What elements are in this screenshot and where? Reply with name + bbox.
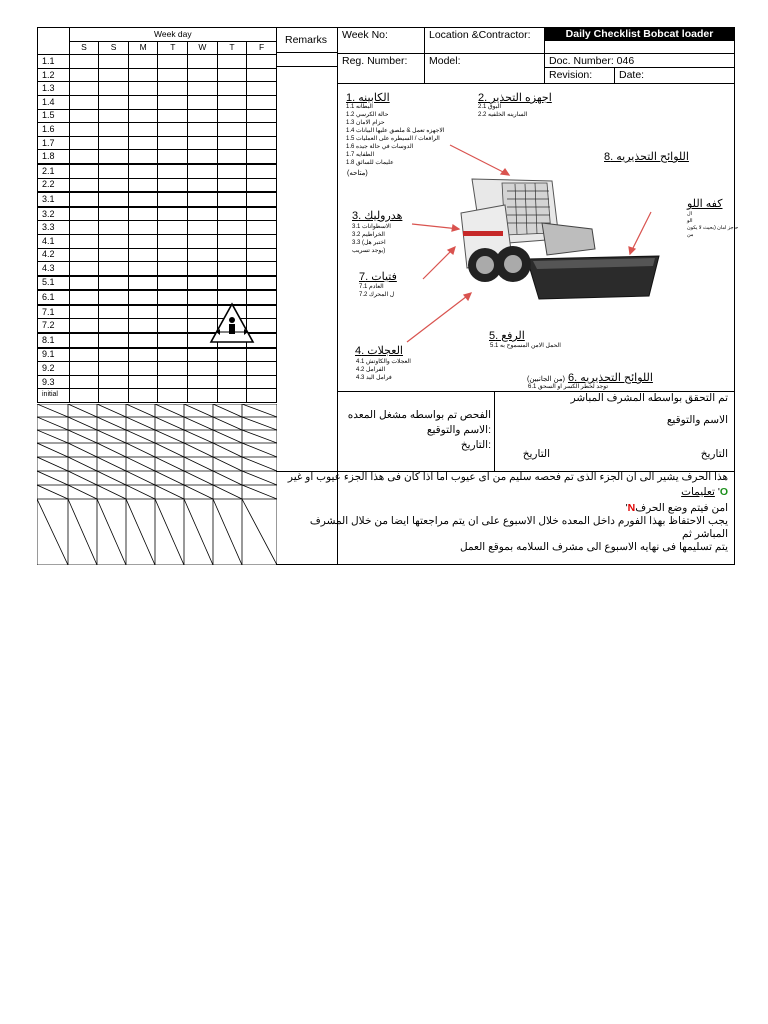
check-cell[interactable] bbox=[69, 305, 99, 319]
note-line-5: يتم تسليمها فى نهايه الاسبوع الى مشرف السلامه بموقع العمل bbox=[460, 541, 728, 553]
row-label: 1.4 bbox=[38, 95, 70, 109]
day-header: W bbox=[188, 41, 218, 55]
day-header: S bbox=[99, 41, 129, 55]
check-cell[interactable] bbox=[247, 136, 277, 150]
check-cell[interactable] bbox=[188, 276, 218, 291]
check-cell[interactable] bbox=[247, 95, 277, 109]
check-cell[interactable] bbox=[217, 221, 247, 235]
check-cell[interactable] bbox=[158, 389, 188, 403]
check-cell[interactable] bbox=[247, 234, 277, 248]
check-cell[interactable] bbox=[99, 95, 129, 109]
table-row bbox=[38, 362, 277, 376]
check-cell[interactable] bbox=[158, 123, 188, 137]
check-cell[interactable] bbox=[128, 362, 158, 376]
check-cell[interactable] bbox=[69, 95, 99, 109]
row-label: 3.2 bbox=[38, 207, 70, 221]
check-cell[interactable] bbox=[217, 68, 247, 82]
check-cell[interactable] bbox=[128, 178, 158, 192]
section-1-items: 1.1 البطانه 1.2 حالة الكرسي 1.3 حزام الامان 1.4 الاجهزه تعمل & ملصق عليها البيانات 1.5 الرافعات / السيطره على العمليات 1.6 الدوسات في حالة جيده 1.7 الطفايه 1.8 عليمات للسائق bbox=[346, 104, 445, 166]
row-label: 5.1 bbox=[38, 276, 70, 291]
day-header: T bbox=[217, 41, 247, 55]
check-cell[interactable] bbox=[128, 123, 158, 137]
table-row bbox=[38, 348, 277, 362]
check-cell[interactable] bbox=[128, 221, 158, 235]
check-cell[interactable] bbox=[188, 375, 218, 389]
check-cell[interactable] bbox=[69, 333, 99, 348]
check-cell[interactable] bbox=[158, 192, 188, 207]
table-row bbox=[38, 221, 277, 235]
table-row bbox=[38, 262, 277, 276]
check-cell[interactable] bbox=[158, 150, 188, 164]
check-cell[interactable] bbox=[128, 248, 158, 262]
check-cell[interactable] bbox=[247, 192, 277, 207]
row-label: 9.3 bbox=[38, 375, 70, 389]
check-cell[interactable] bbox=[158, 333, 188, 348]
check-cell[interactable] bbox=[158, 207, 188, 221]
check-cell[interactable] bbox=[99, 389, 129, 403]
check-cell[interactable] bbox=[217, 276, 247, 291]
check-cell[interactable] bbox=[99, 305, 129, 319]
check-cell[interactable] bbox=[128, 136, 158, 150]
check-cell[interactable] bbox=[247, 82, 277, 96]
check-cell[interactable] bbox=[158, 262, 188, 276]
check-cell[interactable] bbox=[69, 192, 99, 207]
row-label: 2.1 bbox=[38, 164, 70, 178]
operator-name-signature[interactable]: :الاسم والتوقيع bbox=[426, 424, 491, 436]
check-cell[interactable] bbox=[247, 221, 277, 235]
check-cell[interactable] bbox=[99, 262, 129, 276]
check-cell[interactable] bbox=[188, 389, 218, 403]
check-cell[interactable] bbox=[188, 123, 218, 137]
section-5-items: 5.1 الحمل الامن المسموح به bbox=[490, 343, 561, 349]
check-cell[interactable] bbox=[188, 234, 218, 248]
remarks-header: Remarks bbox=[285, 34, 328, 46]
check-cell[interactable] bbox=[69, 248, 99, 262]
table-row bbox=[38, 55, 277, 69]
row-label: 7.2 bbox=[38, 319, 70, 333]
section-1-title: الكابينه .1 bbox=[346, 92, 390, 104]
check-cell[interactable] bbox=[247, 389, 277, 403]
check-cell[interactable] bbox=[99, 348, 129, 362]
check-cell[interactable] bbox=[69, 262, 99, 276]
check-cell[interactable] bbox=[188, 164, 218, 178]
check-cell[interactable] bbox=[128, 55, 158, 69]
check-cell[interactable] bbox=[217, 55, 247, 69]
check-cell[interactable] bbox=[217, 109, 247, 123]
check-cell[interactable] bbox=[128, 389, 158, 403]
check-cell[interactable] bbox=[188, 82, 218, 96]
check-cell[interactable] bbox=[188, 221, 218, 235]
check-cell[interactable] bbox=[217, 234, 247, 248]
table-row bbox=[38, 207, 277, 221]
check-cell[interactable] bbox=[128, 68, 158, 82]
o-letter: O bbox=[719, 486, 728, 498]
location-field[interactable]: Location &Contractor: bbox=[424, 27, 545, 54]
section-3-items: 3.1 الاسطوانات 3.2 الخراطيم 3.3 (اختبر هل يوجد تسريب) bbox=[352, 224, 391, 254]
row-label: 1.1 bbox=[38, 55, 70, 69]
n-letter: N bbox=[627, 502, 636, 514]
check-cell[interactable] bbox=[247, 375, 277, 389]
check-cell[interactable] bbox=[69, 178, 99, 192]
check-cell[interactable] bbox=[128, 82, 158, 96]
row-label: 1.3 bbox=[38, 82, 70, 96]
note-line-4: المباشر ثم bbox=[682, 528, 728, 540]
check-cell[interactable] bbox=[188, 150, 218, 164]
check-cell[interactable] bbox=[99, 362, 129, 376]
check-cell[interactable] bbox=[158, 82, 188, 96]
check-cell[interactable] bbox=[217, 150, 247, 164]
check-cell[interactable] bbox=[188, 178, 218, 192]
table-row bbox=[38, 276, 277, 291]
check-cell[interactable] bbox=[158, 276, 188, 291]
row-label: 9.2 bbox=[38, 362, 70, 376]
check-cell[interactable] bbox=[247, 248, 277, 262]
check-cell[interactable] bbox=[99, 221, 129, 235]
check-cell[interactable] bbox=[247, 123, 277, 137]
check-cell[interactable] bbox=[128, 192, 158, 207]
row-label: 1.8 bbox=[38, 150, 70, 164]
check-cell[interactable] bbox=[128, 262, 158, 276]
section-6-title: اللوائح التحذيريه .6 (من الجانبين) bbox=[527, 372, 653, 384]
note-line-2: امن فيتم وضع الحرفN' bbox=[625, 502, 728, 514]
table-row bbox=[38, 389, 277, 403]
day-header: T bbox=[158, 41, 188, 55]
check-cell[interactable] bbox=[158, 375, 188, 389]
check-cell[interactable] bbox=[99, 319, 129, 333]
check-cell[interactable] bbox=[158, 136, 188, 150]
operator-check-label: الفحص تم بواسطه مشغل المعده bbox=[347, 409, 491, 421]
table-row bbox=[38, 136, 277, 150]
operator-date-2[interactable]: التاريخ bbox=[522, 448, 550, 460]
row-label: 1.5 bbox=[38, 109, 70, 123]
check-cell[interactable] bbox=[158, 95, 188, 109]
warning-sign-icon bbox=[208, 302, 256, 344]
corner-cell bbox=[38, 28, 70, 55]
check-cell[interactable] bbox=[99, 82, 129, 96]
check-cell[interactable] bbox=[188, 248, 218, 262]
check-cell[interactable] bbox=[99, 192, 129, 207]
check-cell[interactable] bbox=[128, 95, 158, 109]
check-cell[interactable] bbox=[128, 276, 158, 291]
row-label: 4.3 bbox=[38, 262, 70, 276]
check-cell[interactable] bbox=[217, 123, 247, 137]
check-cell[interactable] bbox=[128, 109, 158, 123]
row-label: 1.2 bbox=[38, 68, 70, 82]
check-cell[interactable] bbox=[247, 109, 277, 123]
check-cell[interactable] bbox=[158, 68, 188, 82]
check-cell[interactable] bbox=[158, 164, 188, 178]
check-cell[interactable] bbox=[247, 362, 277, 376]
check-cell[interactable] bbox=[128, 290, 158, 305]
check-cell[interactable] bbox=[99, 178, 129, 192]
supervisor-date[interactable]: التاريخ bbox=[700, 448, 728, 460]
check-cell[interactable] bbox=[99, 333, 129, 348]
check-cell[interactable] bbox=[99, 234, 129, 248]
check-cell[interactable] bbox=[158, 305, 188, 319]
check-cell[interactable] bbox=[217, 178, 247, 192]
check-cell[interactable] bbox=[99, 375, 129, 389]
check-cell[interactable] bbox=[217, 207, 247, 221]
note-line-1: هذا الحرف يشير الى ان الجزء الذى تم فحصه سليم من اى عيوب اما اذا كان فى هذا الجزء عيوب او غير bbox=[287, 471, 728, 483]
operator-date[interactable]: :التاريخ bbox=[460, 439, 491, 451]
check-cell[interactable] bbox=[99, 123, 129, 137]
section-2-items: 2.1 البوق 2.2 السارينه الخلفيه bbox=[478, 104, 528, 118]
bobcat-loader-icon bbox=[461, 179, 659, 299]
row-label: 8.1 bbox=[38, 333, 70, 348]
table-row bbox=[38, 82, 277, 96]
check-cell[interactable] bbox=[247, 276, 277, 291]
check-cell[interactable] bbox=[99, 276, 129, 291]
check-cell[interactable] bbox=[99, 164, 129, 178]
check-cell[interactable] bbox=[217, 362, 247, 376]
check-cell[interactable] bbox=[69, 68, 99, 82]
note-line-3: يجب الاحتفاظ بهذا الفورم داخل المعده خلال الاسبوع على ان يتم مراجعتها ايضا من خلال المشرف bbox=[309, 515, 728, 527]
check-cell[interactable] bbox=[69, 55, 99, 69]
check-cell[interactable] bbox=[158, 221, 188, 235]
check-cell[interactable] bbox=[69, 389, 99, 403]
check-cell[interactable] bbox=[217, 375, 247, 389]
row-label: 6.1 bbox=[38, 290, 70, 305]
section-6-items: 6.1 توجد لخطر الكسر او السحق bbox=[528, 384, 609, 390]
table-row bbox=[38, 150, 277, 164]
check-cell[interactable] bbox=[69, 221, 99, 235]
check-cell[interactable] bbox=[188, 348, 218, 362]
check-cell[interactable] bbox=[99, 150, 129, 164]
check-cell[interactable] bbox=[99, 109, 129, 123]
check-cell[interactable] bbox=[69, 362, 99, 376]
section-7-title: فتيات .7 bbox=[359, 271, 397, 283]
instructions-label: تعليمات bbox=[681, 486, 715, 498]
row-label: 4.1 bbox=[38, 234, 70, 248]
check-cell[interactable] bbox=[158, 348, 188, 362]
check-cell[interactable] bbox=[99, 248, 129, 262]
week-day-header: Week day bbox=[69, 28, 276, 42]
hatched-grid bbox=[37, 404, 277, 565]
check-cell[interactable] bbox=[69, 123, 99, 137]
check-cell[interactable] bbox=[69, 319, 99, 333]
check-cell[interactable] bbox=[69, 82, 99, 96]
revision-field[interactable]: Revision: bbox=[544, 67, 615, 84]
instructions-line: O' تعليمات bbox=[681, 486, 728, 498]
check-cell[interactable] bbox=[158, 290, 188, 305]
section-7-items: 7.1 العادم 7.2 ل المحرك bbox=[359, 284, 395, 298]
table-row bbox=[38, 192, 277, 207]
check-cell[interactable] bbox=[217, 262, 247, 276]
table-row bbox=[38, 375, 277, 389]
section-4-title: العجلات .4 bbox=[355, 345, 403, 357]
check-cell[interactable] bbox=[128, 348, 158, 362]
check-cell[interactable] bbox=[69, 348, 99, 362]
check-cell[interactable] bbox=[69, 164, 99, 178]
check-cell[interactable] bbox=[99, 68, 129, 82]
row-label: 1.6 bbox=[38, 123, 70, 137]
check-cell[interactable] bbox=[99, 55, 129, 69]
row-label: 2.2 bbox=[38, 178, 70, 192]
check-cell[interactable] bbox=[247, 150, 277, 164]
section-4-items: 4.1 العجلات والكاوتش 4.2 الفرامل 4.3 فرامل اليد bbox=[356, 359, 411, 381]
section-3-title: هدروليك .3 bbox=[352, 210, 403, 222]
check-cell[interactable] bbox=[99, 136, 129, 150]
check-cell[interactable] bbox=[158, 319, 188, 333]
week-no-field[interactable]: Week No: bbox=[337, 27, 425, 54]
check-cell[interactable] bbox=[69, 207, 99, 221]
table-row bbox=[38, 109, 277, 123]
table-row bbox=[38, 68, 277, 82]
check-cell[interactable] bbox=[188, 207, 218, 221]
date-field[interactable]: Date: bbox=[614, 67, 735, 84]
check-cell[interactable] bbox=[69, 276, 99, 291]
check-cell[interactable] bbox=[217, 82, 247, 96]
check-cell[interactable] bbox=[158, 362, 188, 376]
check-cell[interactable] bbox=[128, 305, 158, 319]
check-cell[interactable] bbox=[247, 262, 277, 276]
supervisor-name-signature[interactable]: الاسم والتوقيع bbox=[666, 414, 728, 426]
doc-number: Doc. Number: 046 bbox=[544, 53, 735, 68]
check-cell[interactable] bbox=[128, 164, 158, 178]
day-header: S bbox=[69, 41, 99, 55]
check-cell[interactable] bbox=[188, 68, 218, 82]
check-cell[interactable] bbox=[128, 150, 158, 164]
table-row bbox=[38, 234, 277, 248]
check-cell[interactable] bbox=[69, 109, 99, 123]
check-cell[interactable] bbox=[158, 234, 188, 248]
check-cell[interactable] bbox=[188, 136, 218, 150]
table-row bbox=[38, 178, 277, 192]
check-cell[interactable] bbox=[99, 290, 129, 305]
supervisor-verify-label: تم التحقق بواسطه المشرف المباشر bbox=[570, 392, 728, 404]
section-5-title: الرفع .5 bbox=[489, 330, 525, 342]
check-cell[interactable] bbox=[158, 178, 188, 192]
model-field[interactable]: Model: bbox=[424, 53, 545, 84]
section-1-extra: (متاحه) bbox=[347, 170, 368, 177]
row-label: 4.2 bbox=[38, 248, 70, 262]
check-cell[interactable] bbox=[247, 164, 277, 178]
check-cell[interactable] bbox=[217, 348, 247, 362]
check-cell[interactable] bbox=[128, 333, 158, 348]
section-9-items: ال الو حاجز امان (بحيث لا يكون من bbox=[687, 211, 739, 238]
table-row bbox=[38, 123, 277, 137]
section-8-title: اللوائح التحذيريه .8 bbox=[604, 151, 689, 163]
bobcat-loader-image bbox=[337, 83, 735, 392]
table-row bbox=[38, 164, 277, 178]
check-cell[interactable] bbox=[247, 178, 277, 192]
row-label: 3.3 bbox=[38, 221, 70, 235]
check-cell[interactable] bbox=[217, 95, 247, 109]
check-cell[interactable] bbox=[128, 207, 158, 221]
check-cell[interactable] bbox=[69, 150, 99, 164]
check-cell[interactable] bbox=[69, 290, 99, 305]
row-label: 3.1 bbox=[38, 192, 70, 207]
day-header: F bbox=[247, 41, 277, 55]
check-cell[interactable] bbox=[188, 192, 218, 207]
check-cell[interactable] bbox=[217, 164, 247, 178]
check-cell[interactable] bbox=[188, 362, 218, 376]
row-label: 7.1 bbox=[38, 305, 70, 319]
check-cell[interactable] bbox=[247, 68, 277, 82]
checklist-grid bbox=[37, 27, 277, 403]
check-cell[interactable] bbox=[247, 348, 277, 362]
check-cell[interactable] bbox=[99, 207, 129, 221]
form-title: Daily Checklist Bobcat loader bbox=[544, 27, 735, 41]
check-cell[interactable] bbox=[158, 109, 188, 123]
check-cell[interactable] bbox=[69, 234, 99, 248]
check-cell[interactable] bbox=[188, 109, 218, 123]
check-cell[interactable] bbox=[217, 389, 247, 403]
check-cell[interactable] bbox=[69, 375, 99, 389]
check-cell[interactable] bbox=[188, 262, 218, 276]
row-label: 1.7 bbox=[38, 136, 70, 150]
check-cell[interactable] bbox=[188, 55, 218, 69]
check-cell[interactable] bbox=[158, 55, 188, 69]
day-header: M bbox=[128, 41, 158, 55]
table-row bbox=[38, 248, 277, 262]
section-9-title: كفه اللو bbox=[687, 198, 723, 210]
reg-number-field[interactable]: Reg. Number: bbox=[337, 53, 425, 84]
check-cell[interactable] bbox=[128, 375, 158, 389]
check-cell[interactable] bbox=[69, 136, 99, 150]
section-2-title: اجهزه التحذير .2 bbox=[478, 92, 552, 104]
row-label: initial bbox=[38, 389, 70, 403]
check-cell[interactable] bbox=[247, 207, 277, 221]
check-cell[interactable] bbox=[128, 234, 158, 248]
check-cell[interactable] bbox=[247, 55, 277, 69]
check-cell[interactable] bbox=[188, 95, 218, 109]
check-cell[interactable] bbox=[217, 192, 247, 207]
check-cell[interactable] bbox=[217, 136, 247, 150]
row-label: 9.1 bbox=[38, 348, 70, 362]
check-cell[interactable] bbox=[158, 248, 188, 262]
table-row bbox=[38, 95, 277, 109]
check-cell[interactable] bbox=[217, 248, 247, 262]
check-cell[interactable] bbox=[128, 319, 158, 333]
